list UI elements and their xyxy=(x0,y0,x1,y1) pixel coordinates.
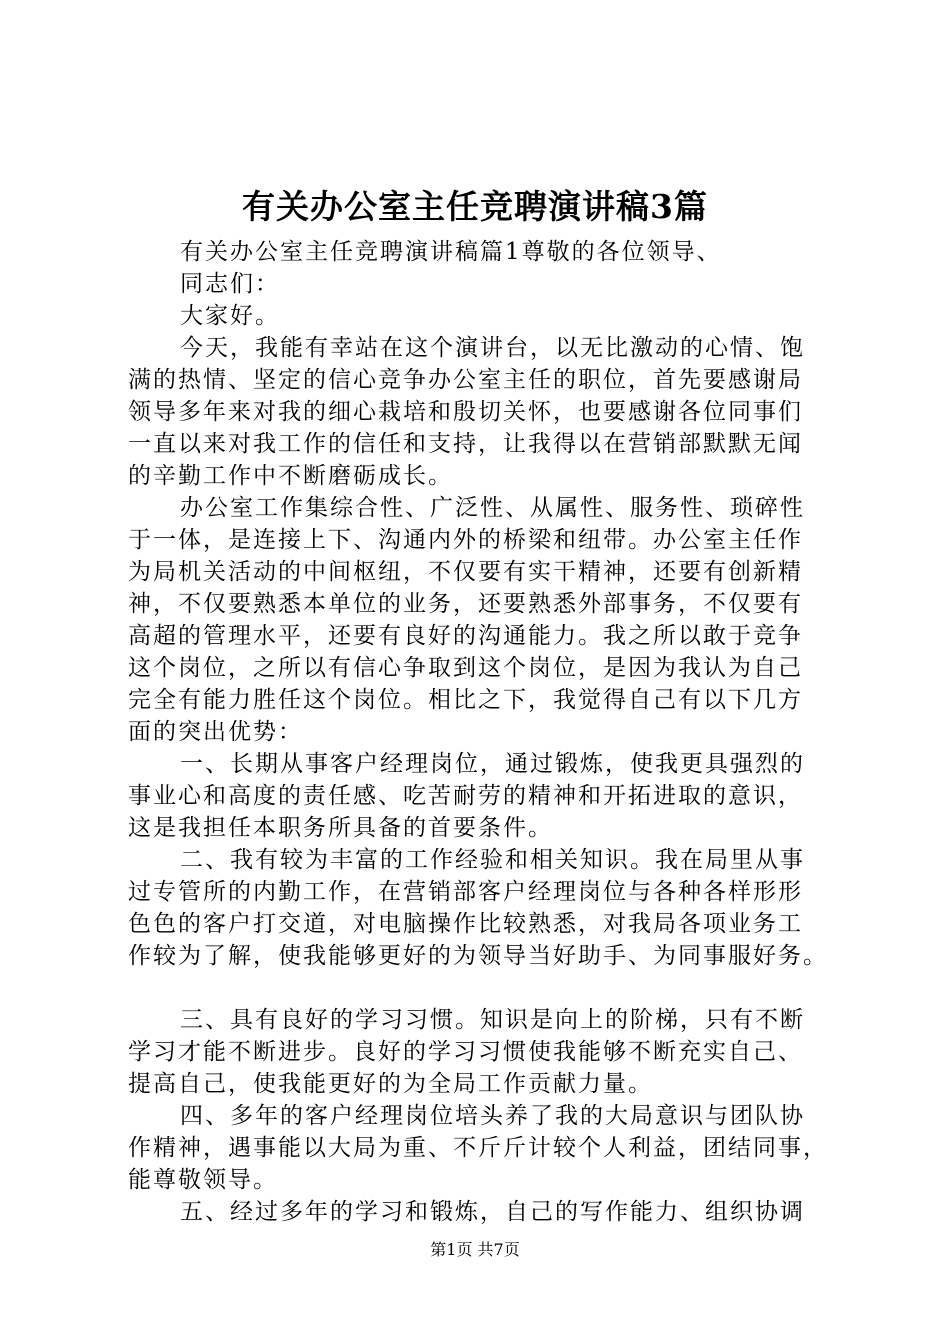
text-line: 二、我有较为丰富的工作经验和相关知识。我在局里从事 xyxy=(180,847,805,873)
text-line: 神，不仅要熟悉本单位的业务，还要熟悉外部事务，不仅要有 xyxy=(128,591,803,617)
text-line: 有关办公室主任竞聘演讲稿篇1尊敬的各位领导、 xyxy=(180,239,722,265)
text-line: 的辛勤工作中不断磨砺成长。 xyxy=(128,463,453,489)
text-line: 一、长期从事客户经理岗位，通过锻炼，使我更具强烈的 xyxy=(180,751,805,777)
text-line: 三、具有良好的学习习惯。知识是向上的阶梯，只有不断 xyxy=(180,1007,805,1033)
text-line: 学习才能不断进步。良好的学习习惯使我能够不断充实自己、 xyxy=(128,1039,803,1065)
text-line: 于一体，是连接上下、沟通内外的桥梁和纽带。办公室主任作 xyxy=(128,527,803,553)
text-line: 五、经过多年的学习和锻炼，自己的写作能力、组织协调 xyxy=(180,1199,805,1225)
text-line: 面的突出优势： xyxy=(128,719,303,745)
text-line: 高超的管理水平，还要有良好的沟通能力。我之所以敢于竞争 xyxy=(128,623,803,649)
text-line: 大家好。 xyxy=(180,303,280,329)
text-line: 这是我担任本职务所具备的首要条件。 xyxy=(128,815,553,841)
text-line: 过专管所的内勤工作，在营销部客户经理岗位与各种各样形形 xyxy=(128,879,803,905)
text-line: 四、多年的客户经理岗位培头养了我的大局意识与团队协 xyxy=(180,1103,805,1129)
document-title: 有关办公室主任竞聘演讲稿3篇 xyxy=(242,187,708,226)
page-footer: 第1页 共7页 xyxy=(430,1240,520,1259)
text-line: 事业心和高度的责任感、吃苦耐劳的精神和开拓进取的意识， xyxy=(128,783,803,809)
text-line: 一直以来对我工作的信任和支持，让我得以在营销部默默无闻 xyxy=(128,431,803,457)
text-line: 能尊敬领导。 xyxy=(128,1167,278,1193)
document-body xyxy=(128,236,848,1228)
text-line: 满的热情、坚定的信心竞争办公室主任的职位，首先要感谢局 xyxy=(128,367,803,393)
text-line: 完全有能力胜任这个岗位。相比之下，我觉得自己有以下几方 xyxy=(128,687,803,713)
text-line: 提高自己，使我能更好的为全局工作贡献力量。 xyxy=(128,1071,653,1097)
text-line: 办公室工作集综合性、广泛性、从属性、服务性、琐碎性 xyxy=(180,495,805,521)
text-line: 领导多年来对我的细心栽培和殷切关怀，也要感谢各位同事们 xyxy=(128,399,803,425)
blank-line xyxy=(128,972,848,1004)
text-line: 今天，我能有幸站在这个演讲台，以无比激动的心情、饱 xyxy=(180,335,805,361)
text-line: 为局机关活动的中间枢纽，不仅要有实干精神，还要有创新精 xyxy=(128,559,803,585)
text-line: 色色的客户打交道，对电脑操作比较熟悉，对我局各项业务工 xyxy=(128,911,803,937)
text-line: 作较为了解，使我能够更好的为领导当好助手、为同事服好务。 xyxy=(128,943,828,969)
text-line: 同志们： xyxy=(180,271,280,297)
text-line: 这个岗位，之所以有信心争取到这个岗位，是因为我认为自己 xyxy=(128,655,803,681)
text-line: 作精神，遇事能以大局为重、不斤斤计较个人利益，团结同事， xyxy=(128,1135,828,1161)
